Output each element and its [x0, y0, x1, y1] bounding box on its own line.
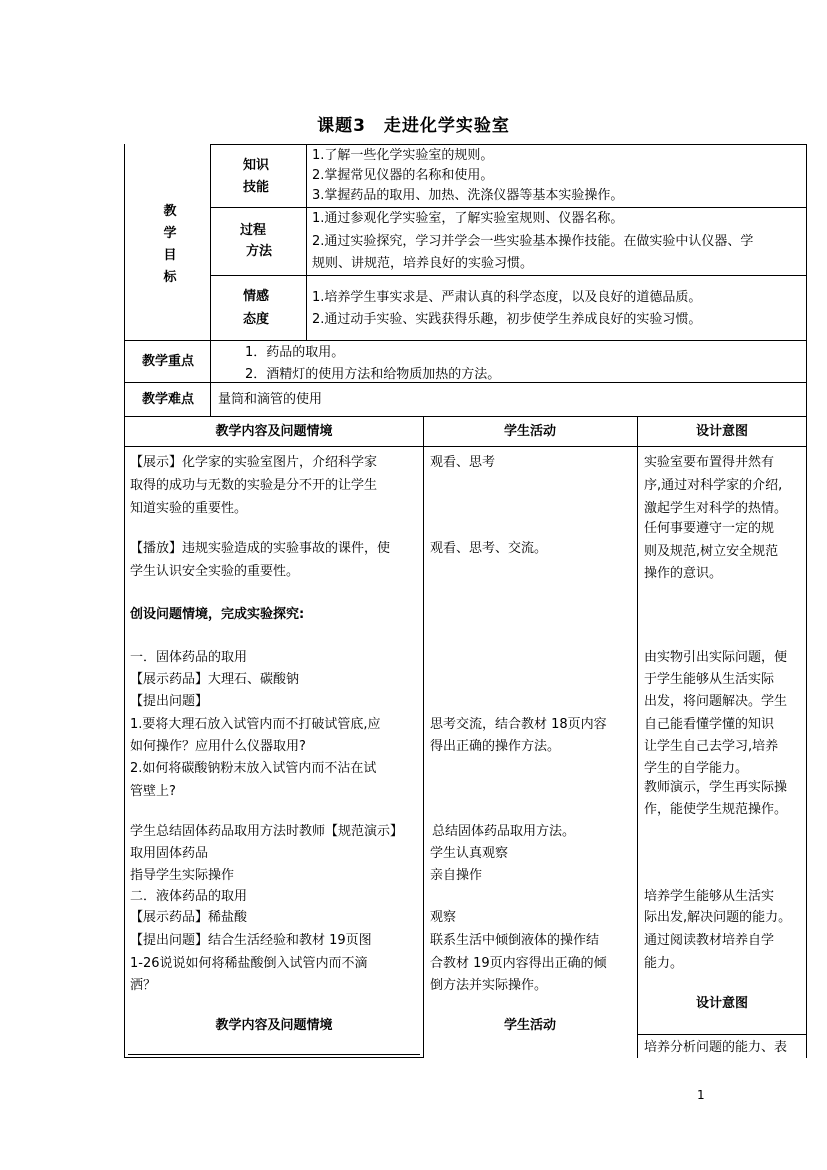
bottom-header-activity: 学生活动	[503, 1018, 556, 1033]
process-label-line: 过程	[240, 223, 267, 238]
intent-line: 操作的意识。	[644, 566, 723, 581]
objectives-label-char: 目	[163, 248, 177, 263]
content-line: 2.如何将碳酸钠粉末放入试管内而不沾在试	[130, 761, 377, 776]
activity-line: 联系生活中倾倒液体的操作结	[430, 933, 600, 948]
content-line: 如何操作？应用什么仪器取用?	[130, 739, 306, 754]
knowledge-item: 1.了解一些化学实验室的规则。	[312, 148, 494, 163]
content-line: 【展示药品】稀盐酸	[130, 910, 248, 925]
intent-line: 作，能使学生规范操作。	[644, 802, 788, 817]
process-item: 2.通过实验探究，学习并学会一些实验基本操作技能。在做实验中认仪器、学	[312, 234, 754, 249]
objectives-label-char: 教	[163, 204, 177, 219]
knowledge-item: 3.掌握药品的取用、加热、洗涤仪器等基本实验操作。	[312, 188, 624, 203]
intent-line: 自己能看懂学懂的知识	[644, 717, 775, 732]
activity-line: 倒方法并实际操作。	[430, 978, 548, 993]
content-line: 管壁上?	[130, 784, 176, 799]
objectives-label-char: 标	[163, 270, 177, 285]
process-item: 1.通过参观化学实验室，了解实验室规则、仪器名称。	[312, 211, 624, 226]
intent-line: 让学生自己去学习,培养	[644, 739, 779, 754]
intent-line: 际出发,解决问题的能力。	[644, 910, 792, 925]
emotion-label-line: 情感	[243, 289, 270, 304]
key-point-item: 2．酒精灯的使用方法和给物质加热的方法。	[245, 367, 501, 382]
process-item: 规则、讲规范，培养良好的实验习惯。	[312, 256, 534, 271]
key-points-label: 教学重点	[141, 354, 194, 369]
content-line: 【展示】化学家的实验室图片，介绍科学家	[130, 455, 378, 470]
content-line: 取得的成功与无数的实验是分不开的让学生	[130, 478, 378, 493]
difficulties-label: 教学难点	[141, 392, 194, 407]
emotion-item: 1.培养学生事实求是、严肃认真的科学态度，以及良好的道德品质。	[312, 290, 702, 305]
emotion-item: 2.通过动手实验、实践获得乐趣，初步使学生养成良好的实验习惯。	[312, 312, 702, 327]
content-line: 1-26说说如何将稀盐酸倒入试管内而不滴	[130, 956, 368, 971]
content-line: 【展示药品】大理石、碳酸钠	[130, 672, 300, 687]
activity-line: 得出正确的操作方法。	[430, 739, 561, 754]
intent-line: 能力。	[644, 956, 684, 971]
content-line: 二．液体药品的取用	[130, 889, 248, 904]
activity-line: 学生认真观察	[430, 846, 509, 861]
content-line: 指导学生实际操作	[130, 868, 235, 883]
objectives-label-char: 学	[163, 226, 177, 241]
content-line: 学生总结固体药品取用方法时教师【规范演示】	[130, 824, 404, 839]
activity-line: 观看、思考、交流。	[430, 541, 548, 556]
emotion-label-line: 态度	[243, 312, 270, 327]
content-line: 创设问题情境，完成实验探究:	[130, 607, 305, 622]
knowledge-item: 2.掌握常见仪器的名称和使用。	[312, 168, 494, 183]
content-line: 知道实验的重要性。	[130, 501, 248, 516]
knowledge-label-line: 知识	[243, 158, 270, 173]
content-line: 学生认识安全实验的重要性。	[130, 564, 300, 579]
knowledge-label-line: 技能	[243, 180, 270, 195]
process-label-line: 方法	[246, 244, 273, 259]
intent-line: 教师演示，学生再实际操	[644, 780, 788, 795]
intent-line: 激起学生对科学的热情。	[644, 501, 788, 516]
header-activity: 学生活动	[503, 424, 556, 439]
intent-line: 序,通过对科学家的介绍,	[644, 478, 783, 493]
difficulties-text: 量筒和滴管的使用	[218, 392, 323, 407]
activity-line: 思考交流，结合教材 18页内容	[430, 717, 607, 732]
activity-line: 观看、思考	[430, 455, 496, 470]
header-intent: 设计意图	[695, 424, 748, 439]
bottom-header-intent: 设计意图	[695, 996, 748, 1011]
intent-line: 则及规范,树立安全规范	[644, 544, 779, 559]
key-point-item: 1．药品的取用。	[245, 345, 345, 360]
intent-line: 由实物引出实际问题，便	[644, 650, 788, 665]
content-line: 【提出问题】结合生活经验和教材 19页图	[130, 933, 372, 948]
intent-line: 出发，将问题解决。学生	[644, 694, 788, 709]
intent-line: 于学生能够从生活实际	[644, 672, 775, 687]
activity-line: 亲自操作	[430, 868, 483, 883]
content-line: 洒？	[130, 978, 157, 993]
activity-line: 合教材 19页内容得出正确的倾	[430, 956, 607, 971]
content-line: 【播放】违规实验造成的实验事故的课件，使	[130, 541, 391, 556]
page-number: 1	[697, 1088, 705, 1102]
intent-line: 任何事要遵守一定的规	[644, 521, 775, 536]
activity-line: 总结固体药品取用方法。	[432, 824, 576, 839]
activity-line: 观察	[430, 910, 457, 925]
header-content: 教学内容及问题情境	[215, 424, 333, 439]
content-line: 1.要将大理石放入试管内而不打破试管底,应	[130, 717, 381, 732]
intent-line: 实验室要布置得井然有	[644, 455, 775, 470]
content-line: 一．固体药品的取用	[130, 650, 248, 665]
intent-line: 通过阅读教材培养自学	[644, 933, 775, 948]
intent-line: 培养学生能够从生活实	[644, 889, 775, 904]
intent-line: 学生的自学能力。	[644, 761, 749, 776]
content-line: 【提出问题】	[130, 694, 209, 709]
bottom-intent-line: 培养分析问题的能力、表	[644, 1040, 788, 1055]
page-title: 课题3 走进化学实验室	[317, 116, 510, 136]
bottom-header-content: 教学内容及问题情境	[215, 1018, 333, 1033]
content-line: 取用固体药品	[130, 846, 209, 861]
